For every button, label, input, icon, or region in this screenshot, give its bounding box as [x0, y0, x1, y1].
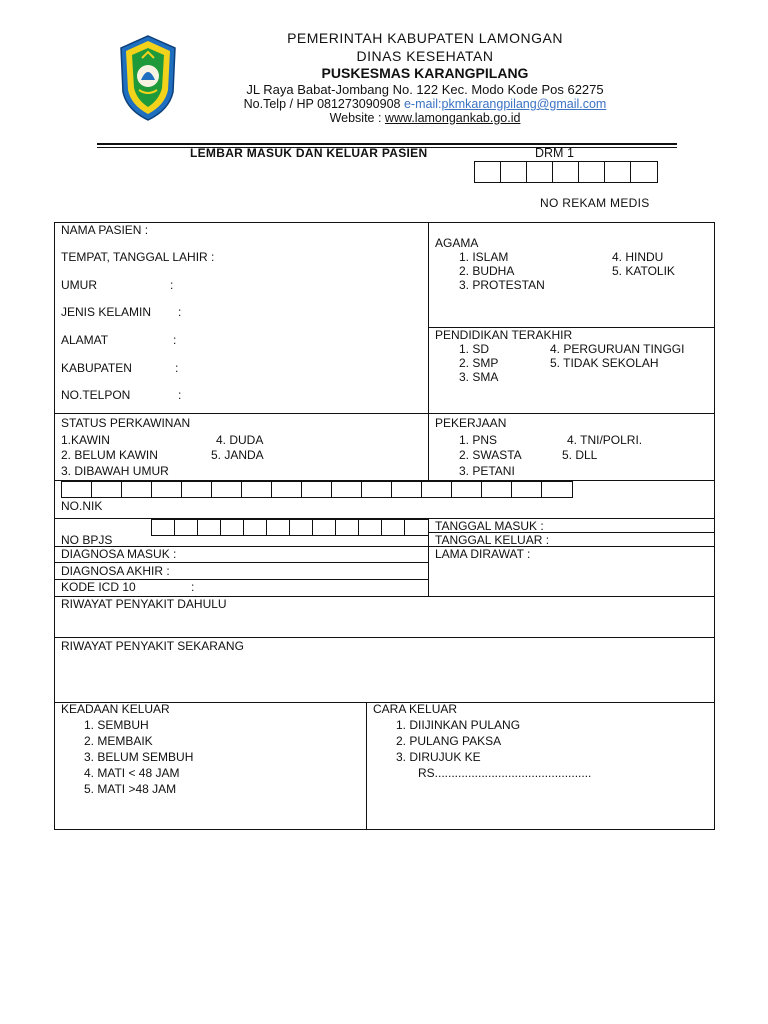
pekerjaan-label: PEKERJAAN: [435, 416, 507, 430]
drm-code: DRM 1: [535, 146, 574, 160]
header-department: DINAS KESEHATAN: [356, 48, 494, 64]
cara-option-dirujuk[interactable]: 3. DIRUJUK KE: [396, 750, 481, 764]
umur-field[interactable]: UMUR: [61, 278, 97, 292]
keadaan-option-mati-kurang-48[interactable]: 4. MATI < 48 JAM: [84, 766, 180, 780]
no-rekam-medis-label: NO REKAM MEDIS: [540, 196, 650, 210]
agama-option-hindu[interactable]: 4. HINDU: [612, 250, 664, 264]
pekerjaan-option-petani[interactable]: 3. PETANI: [459, 464, 515, 478]
pendidikan-option-smp[interactable]: 2. SMP: [459, 356, 499, 370]
pendidikan-option-perguruan-tinggi[interactable]: 4. PERGURUAN TINGGI: [550, 342, 685, 356]
umur-colon: :: [170, 278, 174, 292]
status-option-duda[interactable]: 4. DUDA: [216, 433, 264, 447]
header-puskesmas: PUSKESMAS KARANGPILANG: [321, 65, 529, 81]
kabupaten-colon: :: [175, 361, 179, 375]
keadaan-option-sembuh[interactable]: 1. SEMBUH: [84, 718, 149, 732]
keadaan-option-membaik[interactable]: 2. MEMBAIK: [84, 734, 153, 748]
pekerjaan-option-pns[interactable]: 1. PNS: [459, 433, 498, 447]
kode-icd-colon: :: [191, 580, 195, 594]
bpjs-input-boxes[interactable]: [151, 519, 429, 536]
tempat-tanggal-lahir-field[interactable]: TEMPAT, TANGGAL LAHIR :: [61, 250, 215, 264]
keadaan-option-belum-sembuh[interactable]: 3. BELUM SEMBUH: [84, 750, 194, 764]
rekam-medis-boxes[interactable]: [474, 161, 658, 183]
pekerjaan-option-tni-polri[interactable]: 4. TNI/POLRI.: [567, 433, 643, 447]
agama-option-islam[interactable]: 1. ISLAM: [459, 250, 509, 264]
cara-keluar-label: CARA KELUAR: [373, 702, 458, 716]
nama-pasien-field[interactable]: NAMA PASIEN :: [61, 223, 149, 237]
pendidikan-option-sma[interactable]: 3. SMA: [459, 370, 499, 384]
header-contact: [160, 97, 690, 111]
pendidikan-option-sd[interactable]: 1. SD: [459, 342, 490, 356]
no-bpjs-label: NO BPJS: [61, 533, 113, 547]
tanggal-masuk-field[interactable]: TANGGAL MASUK :: [435, 519, 544, 533]
form-title: LEMBAR MASUK DAN KELUAR PASIEN: [190, 146, 428, 160]
kabupaten-field[interactable]: KABUPATEN: [61, 361, 132, 375]
status-option-belum-kawin[interactable]: 2. BELUM KAWIN: [61, 448, 158, 462]
header-email-link[interactable]: pkmkarangpilang@gmail.com: [441, 97, 607, 111]
keadaan-option-mati-lebih-48[interactable]: 5. MATI >48 JAM: [84, 782, 177, 796]
pekerjaan-option-dll[interactable]: 5. DLL: [562, 448, 598, 462]
header-phone: No.Telp / HP 081273090908: [243, 97, 401, 111]
diagnosa-akhir-field[interactable]: DIAGNOSA AKHIR :: [61, 564, 170, 578]
header-address: JL Raya Babat-Jombang No. 122 Kec. Modo Kode Pos 62275: [246, 82, 604, 97]
keadaan-keluar-label: KEADAAN KELUAR: [61, 702, 170, 716]
header-website: [160, 111, 690, 125]
status-option-kawin[interactable]: 1.KAWIN: [61, 433, 110, 447]
riwayat-penyakit-sekarang-field[interactable]: RIWAYAT PENYAKIT SEKARANG: [61, 639, 244, 653]
lama-dirawat-field[interactable]: LAMA DIRAWAT :: [435, 547, 531, 561]
pekerjaan-option-swasta[interactable]: 2. SWASTA: [459, 448, 522, 462]
agama-option-katolik[interactable]: 5. KATOLIK: [612, 264, 675, 278]
diagnosa-masuk-field[interactable]: DIAGNOSA MASUK :: [61, 547, 177, 561]
status-option-janda[interactable]: 5. JANDA: [211, 448, 264, 462]
agama-option-protestan[interactable]: 3. PROTESTAN: [459, 278, 545, 292]
alamat-field[interactable]: ALAMAT: [61, 333, 109, 347]
kode-icd-field[interactable]: KODE ICD 10: [61, 580, 136, 594]
nik-input-boxes[interactable]: [61, 481, 573, 498]
alamat-colon: :: [173, 333, 177, 347]
agama-option-budha[interactable]: 2. BUDHA: [459, 264, 515, 278]
no-nik-label: NO.NIK: [61, 499, 103, 513]
header-email-label: e-mail:: [403, 97, 442, 111]
status-perkawinan-label: STATUS PERKAWINAN: [61, 416, 191, 430]
jenis-kelamin-field[interactable]: JENIS KELAMIN: [61, 305, 152, 319]
tanggal-keluar-field[interactable]: TANGGAL KELUAR :: [435, 533, 550, 547]
no-telpon-field[interactable]: NO.TELPON: [61, 388, 131, 402]
header-website-label: Website :: [329, 111, 385, 125]
header-website-link[interactable]: www.lamongankab.go.id: [384, 111, 521, 125]
header-divider: [97, 143, 677, 145]
header-government: PEMERINTAH KABUPATEN LAMONGAN: [287, 30, 563, 46]
pendidikan-label: PENDIDIKAN TERAKHIR: [435, 328, 573, 342]
rujukan-rs-field[interactable]: RS...............................................: [418, 766, 592, 780]
status-option-dibawah-umur[interactable]: 3. DIBAWAH UMUR: [61, 464, 169, 478]
riwayat-penyakit-dahulu-field[interactable]: RIWAYAT PENYAKIT DAHULU: [61, 597, 227, 611]
pendidikan-option-tidak-sekolah[interactable]: 5. TIDAK SEKOLAH: [550, 356, 659, 370]
agama-label: AGAMA: [435, 236, 479, 250]
cara-option-diijinkan-pulang[interactable]: 1. DIIJINKAN PULANG: [396, 718, 521, 732]
cara-option-pulang-paksa[interactable]: 2. PULANG PAKSA: [396, 734, 502, 748]
jenis-kelamin-colon: :: [178, 305, 182, 319]
no-telpon-colon: :: [178, 388, 182, 402]
